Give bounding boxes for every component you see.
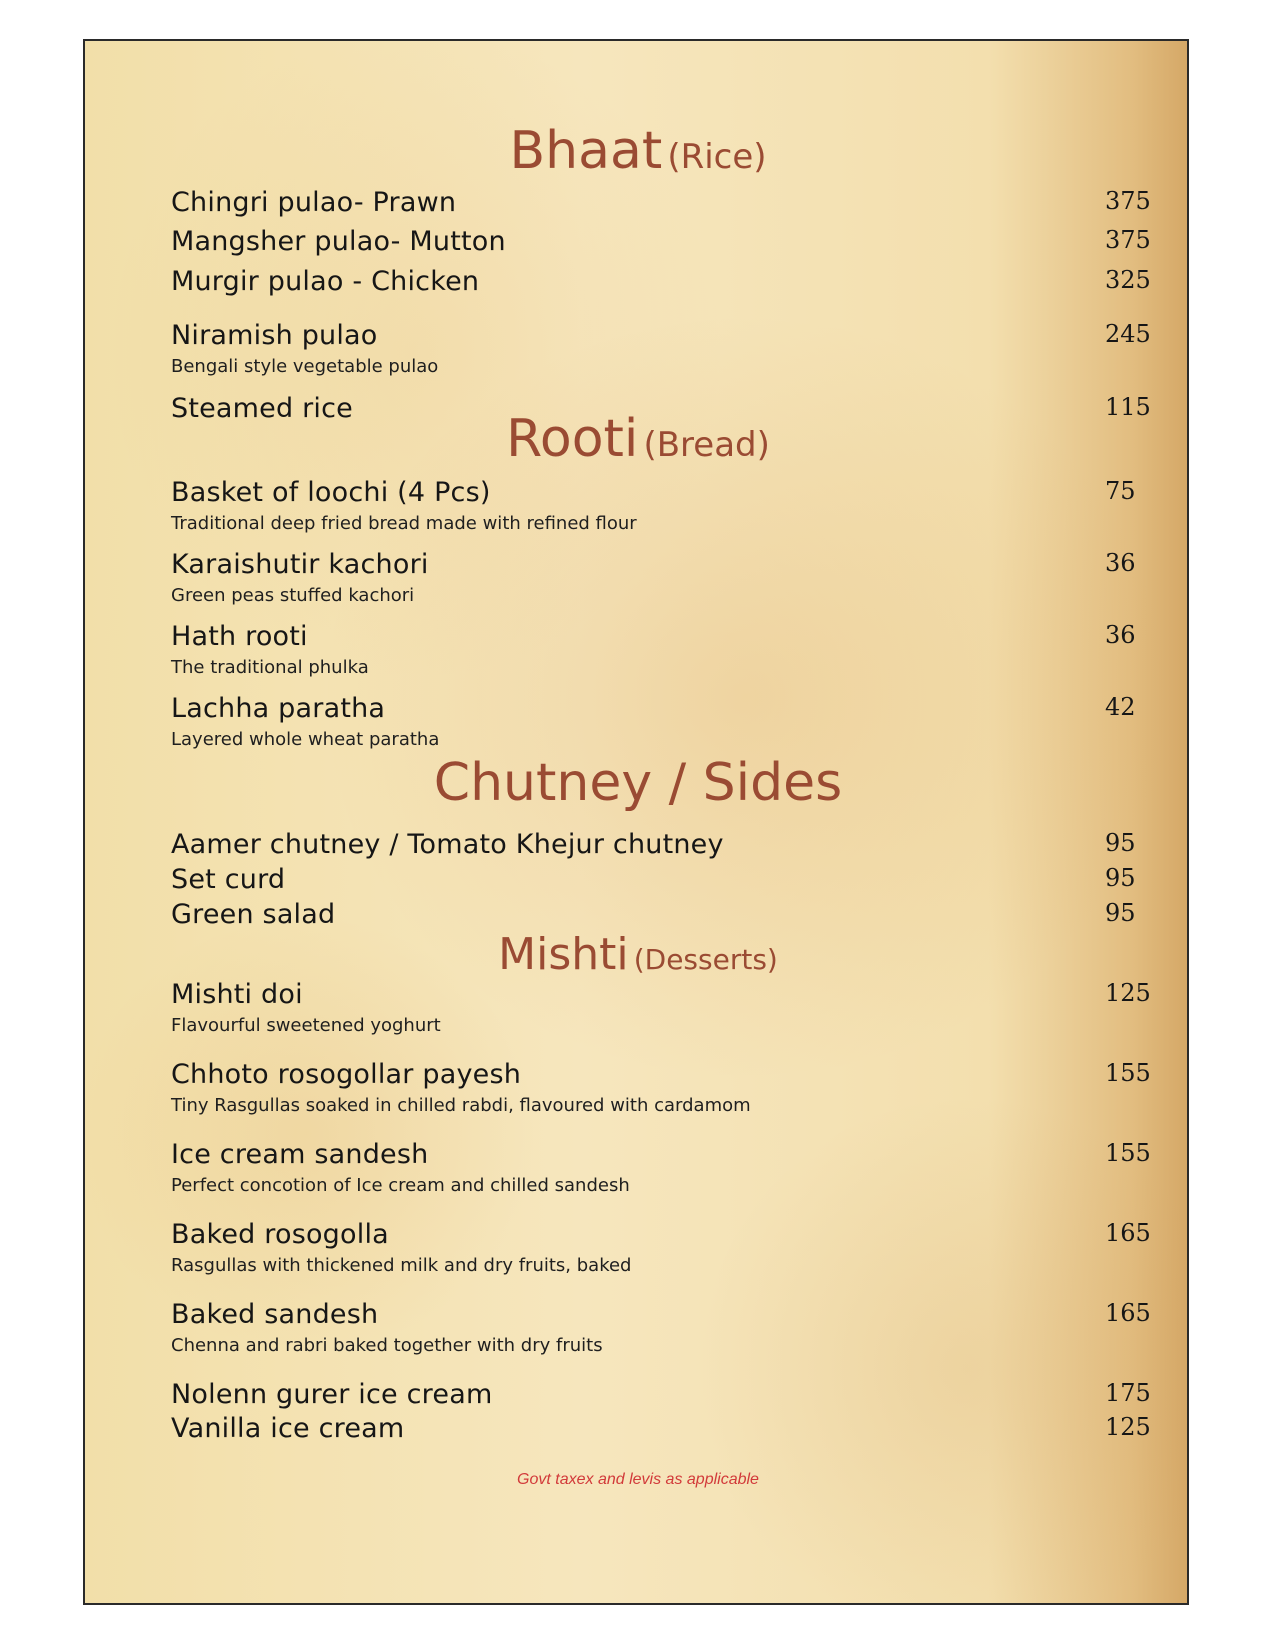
menu-item bbox=[171, 320, 1151, 392]
item-description: Chenna and rabri baked together with dry fruits bbox=[171, 1335, 603, 1356]
item-name: Baked rosogolla bbox=[171, 1219, 389, 1250]
item-price: 115 bbox=[1105, 393, 1151, 421]
section-title: Mishti bbox=[498, 929, 629, 980]
item-description: Layered whole wheat paratha bbox=[171, 729, 440, 750]
section-heading-sides bbox=[85, 753, 1189, 813]
section-heading-desserts bbox=[85, 929, 1189, 980]
item-description: The traditional phulka bbox=[171, 657, 369, 678]
menu-page bbox=[83, 39, 1189, 1605]
item-price: 375 bbox=[1105, 226, 1151, 254]
item-description: Tiny Rasgullas soaked in chilled rabdi, flavoured with cardamom bbox=[171, 1095, 751, 1116]
item-name: Lachha paratha bbox=[171, 693, 386, 724]
item-price: 245 bbox=[1105, 320, 1151, 348]
item-description: Rasgullas with thickened milk and dry fruits, baked bbox=[171, 1255, 632, 1276]
item-price: 165 bbox=[1105, 1299, 1151, 1327]
item-price: 95 bbox=[1105, 899, 1136, 927]
item-price: 75 bbox=[1105, 477, 1136, 505]
item-price: 36 bbox=[1105, 621, 1136, 649]
menu-item bbox=[171, 621, 1136, 693]
item-price: 325 bbox=[1105, 266, 1151, 294]
item-price: 165 bbox=[1105, 1219, 1151, 1247]
section-subtitle: (Bread) bbox=[643, 425, 770, 465]
item-name: Vanilla ice cream bbox=[171, 1413, 405, 1444]
item-name: Chingri pulao- Prawn bbox=[171, 187, 457, 218]
item-name: Niramish pulao bbox=[171, 320, 378, 351]
item-name: Set curd bbox=[171, 864, 286, 895]
menu-item bbox=[171, 1139, 1151, 1211]
item-price: 155 bbox=[1105, 1139, 1151, 1167]
tax-footnote: Govt taxex and levis as applicable bbox=[517, 1471, 759, 1488]
item-name: Chhoto rosogollar payesh bbox=[171, 1059, 522, 1090]
menu-item bbox=[171, 1299, 1151, 1371]
item-name: Basket of loochi (4 Pcs) bbox=[171, 477, 491, 508]
item-price: 95 bbox=[1105, 864, 1136, 892]
menu-item bbox=[171, 549, 1136, 621]
item-price: 125 bbox=[1105, 1413, 1151, 1441]
menu-item bbox=[171, 1059, 1151, 1131]
section-title: Chutney / Sides bbox=[433, 753, 843, 813]
item-price: 36 bbox=[1105, 549, 1136, 577]
item-description: Green peas stuffed kachori bbox=[171, 585, 415, 606]
item-name: Karaishutir kachori bbox=[171, 549, 429, 580]
section-subtitle: (Rice) bbox=[667, 137, 767, 177]
item-price: 175 bbox=[1105, 1379, 1151, 1407]
item-price: 375 bbox=[1105, 187, 1151, 215]
item-name: Steamed rice bbox=[171, 393, 353, 424]
section-heading-bread bbox=[85, 409, 1189, 469]
item-description: Traditional deep fried bread made with refined flour bbox=[171, 513, 637, 534]
item-name: Hath rooti bbox=[171, 621, 308, 652]
item-description: Bengali style vegetable pulao bbox=[171, 356, 439, 377]
item-price: 155 bbox=[1105, 1059, 1151, 1087]
section-title: Bhaat bbox=[509, 121, 663, 181]
menu-item bbox=[171, 1219, 1151, 1291]
item-price: 125 bbox=[1105, 979, 1151, 1007]
item-name: Nolenn gurer ice cream bbox=[171, 1379, 493, 1410]
item-name: Ice cream sandesh bbox=[171, 1139, 429, 1170]
section-subtitle: (Desserts) bbox=[633, 943, 778, 976]
menu-item bbox=[171, 979, 1151, 1051]
section-title: Rooti bbox=[506, 409, 639, 469]
item-description: Flavourful sweetened yoghurt bbox=[171, 1015, 441, 1036]
item-name: Mangsher pulao- Mutton bbox=[171, 226, 506, 257]
item-name: Green salad bbox=[171, 899, 336, 930]
item-description: Perfect concotion of Ice cream and chilled sandesh bbox=[171, 1175, 630, 1196]
item-price: 42 bbox=[1105, 693, 1136, 721]
section-heading-rice bbox=[85, 121, 1189, 181]
item-name: Aamer chutney / Tomato Khejur chutney bbox=[171, 829, 724, 860]
menu-item bbox=[171, 477, 1136, 549]
item-price: 95 bbox=[1105, 829, 1136, 857]
item-name: Mishti doi bbox=[171, 979, 303, 1010]
item-name: Baked sandesh bbox=[171, 1299, 379, 1330]
item-name: Murgir pulao - Chicken bbox=[171, 266, 480, 297]
